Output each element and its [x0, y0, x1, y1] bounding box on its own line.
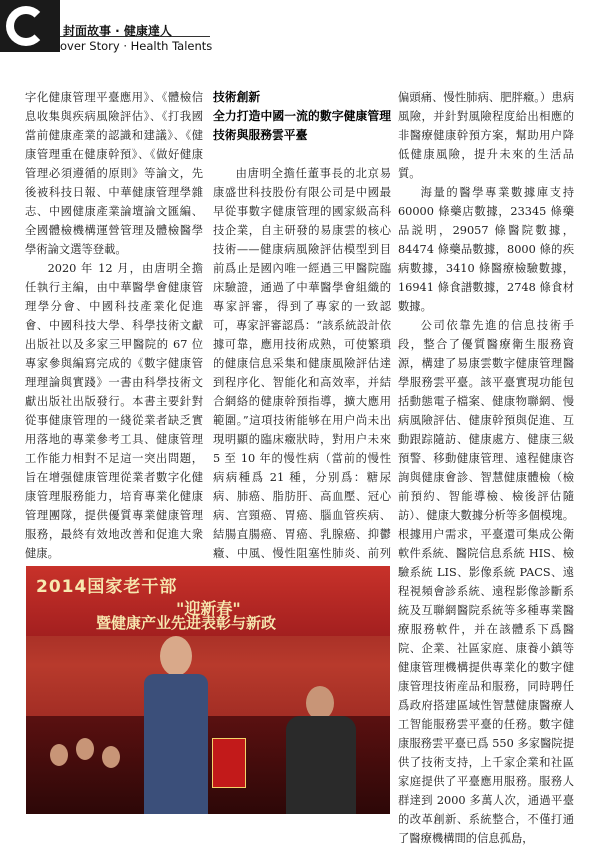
- section-subheading: 全力打造中國一流的數字健康管理技術與服務雲平臺: [213, 109, 391, 142]
- banner-text: 暨健康产业先进表彰与新政: [96, 614, 277, 632]
- section-title-en: over Story · Health Talents: [60, 39, 213, 53]
- paragraph: 由唐明全擔任董事長的北京易康盛世科技股份有限公司是中國最早從事數字健康管理的國家級高科技企業，自主研發的易康雲的核心技術——健康病風險評估模型到目前爲止是國內唯一經過三甲醫院臨床驗證，通過了中華醫學會組織的專家評審，得到了專家的一致認可，專家評審認爲：“該系統設計依據可靠，應用技術成熟，可使繁瑣的健康信息采集和健康風險評估達到程序化、智能化和高效率，并結合網絡的健康幹預指導，擴大應用範圍。”這項技術能够在用户尚未出現明顯的臨床癥狀時，對用户未來 5 至 10 年的慢性病（當前的慢性病病種爲 21 種，分别爲：糖尿病、肺癌、脂肪肝、高血壓、冠心病、宫頸癌、胃癌、腦血管疾病、結腸直腸癌、胃癌、乳腺癌、抑鬱癥、中風、慢性阻塞性肺炎、前列: [213, 167, 391, 560]
- audience: [46, 738, 136, 814]
- body: [144, 674, 208, 814]
- paragraph: 公司依靠先進的信息技術手段，整合了優質醫療衛生服務資源，構建了易康雲數字健康管理醫學服務雲平臺。該平臺實現功能包括動態電子檔案、健康物聯網、慢病風險評估、健康幹預與促進、互動跟踪隨訪、健康處方、健康三級預警、移動健康管理、遠程健康咨詢與健康會診、智慧健康體檢（檢前預約、智能導檢、檢後評估隨訪）、健康大數據分析等多個模塊。根據用户需求，平臺還可集成公衛軟件系統、醫院信息系統 HIS、檢驗系統 LIS、影像系統 PACS、遠程視頻會診系統、遠程影像診斷系統及互聯網醫院系統等多種專業醫療服務軟件，并在該體系下爲醫院、企業、社區家庭、康養小鎮等健康管理機構提供專業化的數字健康管理技術産品和服務，同時聘任爲政府搭建區域性智慧健康醫療人工智能服務雲平臺的任務。數字健康服務雲平臺已爲 550 多家醫院提供了技術支持，上千家企業和社區家庭提供了平臺應用服務。服務人群達到 2000 多萬人次，通過平臺的改革創新、系統整合，不僅打通了醫療機構間的信息孤島，: [398, 319, 574, 845]
- section-heading: 技術創新: [213, 90, 261, 104]
- paragraph: 字化健康管理平臺應用》、《體檢信息收集與疾病風險評估》、《打我國當前健康產業的認識和建議》、《健康管理重在健康幹預》、《做好健康管理必須遵循的原則》等論文，先後被科技日報、中華健康管理學雜志、中國健康產業論壇論文匯編、全國體檢機構運營管理及體檢醫學學術論文選等登載。: [25, 91, 203, 256]
- banner-text: 2014国家老干部: [36, 577, 178, 597]
- certificate: [212, 738, 246, 788]
- column-3: [398, 88, 574, 848]
- paragraph: 海量的醫學專業數據庫支持 60000 條藥店數據，23345 條藥品説明，29057 條醫院數據，84474 條藥品數據，8000 條的疾病數據，3410 條醫療檢驗數據，16941 條食譜數據，2748 條食材數據。: [398, 186, 574, 313]
- header-block: [0, 0, 60, 52]
- paragraph: 偏頭痛、慢性肺病、肥胖癥。）患病風險，并針對風險程度給出相應的非醫療健康幹預方案，幫助用户降低健康風險，提升未來的生活品質。: [398, 91, 574, 180]
- c-logo-icon: [6, 6, 46, 46]
- person-man: [144, 636, 208, 814]
- paragraph: 2020 年 12 月，由唐明全擔任執行主編，由中華醫學會健康管理學分會、中國科技產業化促進會、中國科技大學、科學技術文獻出版社以及多家三甲醫院的 67 位專家參與編寫完成的《數字健康管理理論與實踐》一書由科學技術文獻出版社出版發行。本書主要針對從事健康管理的一綫從業者缺乏實用落地的專業參考工具、健康管理工作能力相對不足這一突出問題，旨在增强健康管理從業者數字化健康管理服務能力，培育專業化健康管理團隊，提供優質專業健康管理服務，最終有效地改善和促進大衆健康。: [25, 262, 203, 560]
- banner-text: "迎新春": [176, 599, 241, 618]
- photo-banner: [26, 566, 390, 636]
- head: [306, 686, 334, 720]
- column-1: [25, 88, 203, 563]
- body: [286, 716, 356, 814]
- head: [160, 636, 192, 676]
- section-title-cn: 封面故事 · 健康達人: [63, 24, 172, 38]
- spacer: [213, 145, 391, 164]
- event-photo: [26, 566, 390, 814]
- person-woman: [286, 686, 356, 814]
- column-2: [213, 88, 391, 582]
